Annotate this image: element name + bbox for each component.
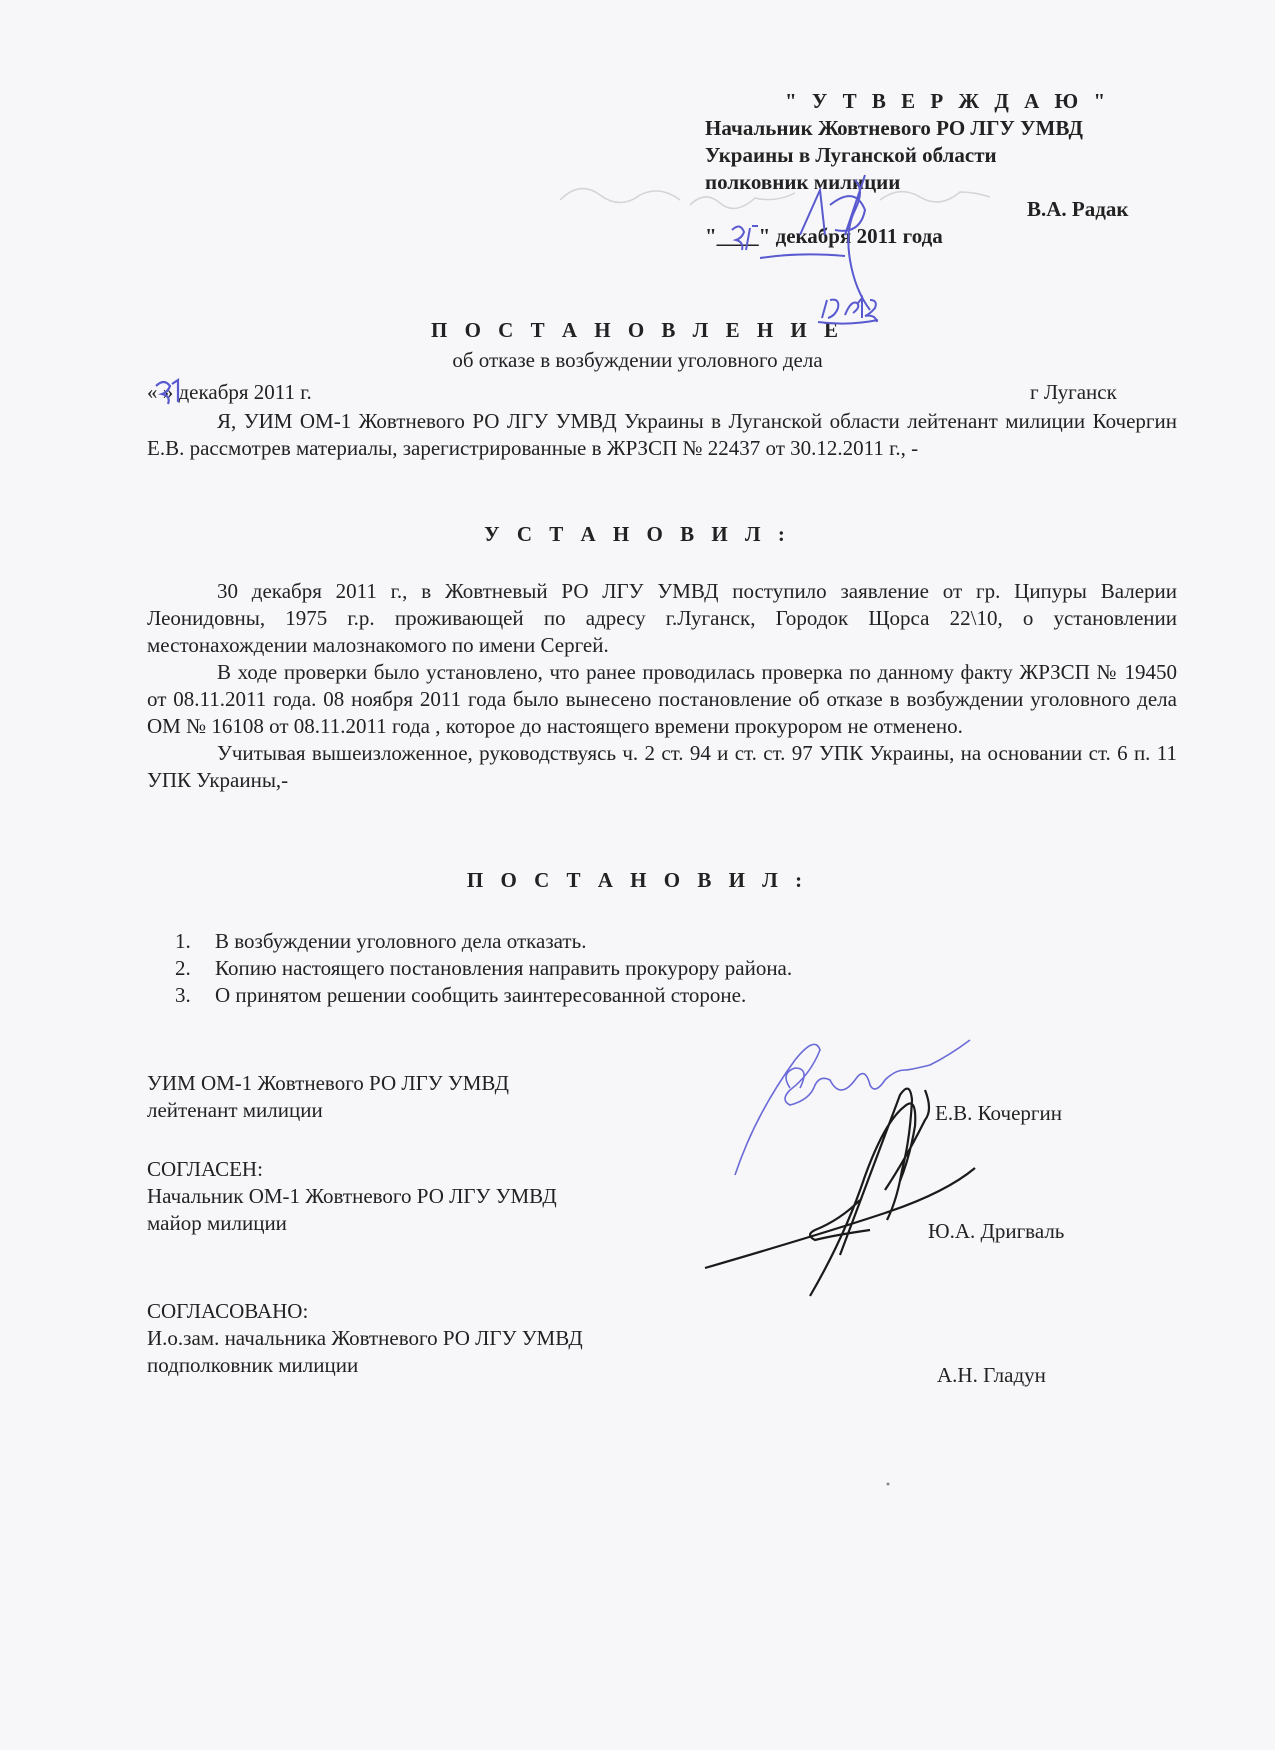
document-title: П О С Т А Н О В Л Е Н И Е [430, 318, 844, 342]
signer-name-2: Ю.А. Дригваль [928, 1219, 1065, 1243]
list-item-text: В возбуждении уголовного дела отказать. [215, 929, 587, 953]
established-paragraph-2: В ходе проверки было установлено, что ранее проводилась проверка по данному факту ЖРЗСП № 19450 от 08.11.2011 года. 08 ноября 2011 года было вынесено постановление об отказе в возбуждении уголовного дела ОМ № 16108 от 08.11.2011 года , которое до настоящего времени прокурором не отменено. [147, 660, 1177, 738]
intro-paragraph [147, 408, 1177, 462]
approval-date: "____" декабря 2011 года [705, 224, 943, 248]
list-item-number: 2. [175, 956, 191, 980]
list-item-text: О принятом решении сообщить заинтересованной стороне. [215, 983, 747, 1007]
signer-rank: лейтенант милиции [147, 1098, 323, 1122]
established-heading: У С Т А Н О В И Л : [484, 522, 791, 546]
approval-block [705, 88, 1128, 250]
signature-block-1 [147, 1070, 509, 1124]
signer-rank: подполковник милиции [147, 1353, 359, 1377]
document-date: « » декабря 2011 г. [147, 380, 312, 404]
signer-position: УИМ ОМ-1 Жовтневого РО ЛГУ УМВД [147, 1071, 509, 1095]
signature-block-3 [147, 1298, 583, 1379]
approval-label: СОГЛАСОВАНО: [147, 1299, 309, 1323]
signer-name-1: Е.В. Кочергин [935, 1101, 1062, 1125]
approval-line-3: полковник милиции [705, 170, 901, 194]
established-paragraph-3: Учитывая вышеизложенное, руководствуясь ч. 2 ст. 94 и ст. ст. 97 УПК Украины, на основании ст. 6 п. 11 УПК Украины,- [147, 741, 1177, 792]
list-item [175, 982, 792, 1009]
list-item-number: 3. [175, 983, 191, 1007]
approval-line-1: Начальник Жовтневого РО ЛГУ УМВД [705, 116, 1083, 140]
established-body [147, 578, 1177, 794]
document-subtitle: об отказе в возбуждении уголовного дела [452, 348, 823, 372]
document-city: г Луганск [1030, 380, 1117, 404]
signer-position: И.о.зам. начальника Жовтневого РО ЛГУ УМВД [147, 1326, 583, 1350]
approval-header: " У Т В Е Р Ж Д А Ю " [785, 89, 1111, 113]
signer-rank: майор милиции [147, 1211, 287, 1235]
list-item-text: Копию настоящего постановления направить прокурору района. [215, 956, 793, 980]
approval-name: В.А. Радак [1027, 197, 1129, 221]
intro-text: Я, УИМ ОМ-1 Жовтневого РО ЛГУ УМВД Украины в Луганской области лейтенант милиции Кочергин Е.В. рассмотрев материалы, зарегистрированные в ЖРЗСП № 22437 от 30.12.2011 г., - [147, 409, 1177, 460]
resolved-heading: П О С Т А Н О В И Л : [466, 868, 809, 892]
established-paragraph-1: 30 декабря 2011 г., в Жовтневый РО ЛГУ УМВД поступило заявление от гр. Ципуры Валерии Леонидовны, 1975 г.р. проживающей по адресу г.Луганск, Городок Щорса 22\10, о установлении местонахождении малознакомого по имени Сергей. [147, 579, 1177, 657]
approval-line-2: Украины в Луганской области [705, 143, 997, 167]
signer-position: Начальник ОМ-1 Жовтневого РО ЛГУ УМВД [147, 1184, 557, 1208]
signature-block-2 [147, 1156, 557, 1237]
resolved-list [175, 928, 792, 1009]
list-item [175, 928, 792, 955]
approval-label: СОГЛАСЕН: [147, 1157, 263, 1181]
list-item [175, 955, 792, 982]
signer-name-3: А.Н. Гладун [937, 1363, 1046, 1387]
list-item-number: 1. [175, 929, 191, 953]
stray-dot [887, 1483, 890, 1486]
